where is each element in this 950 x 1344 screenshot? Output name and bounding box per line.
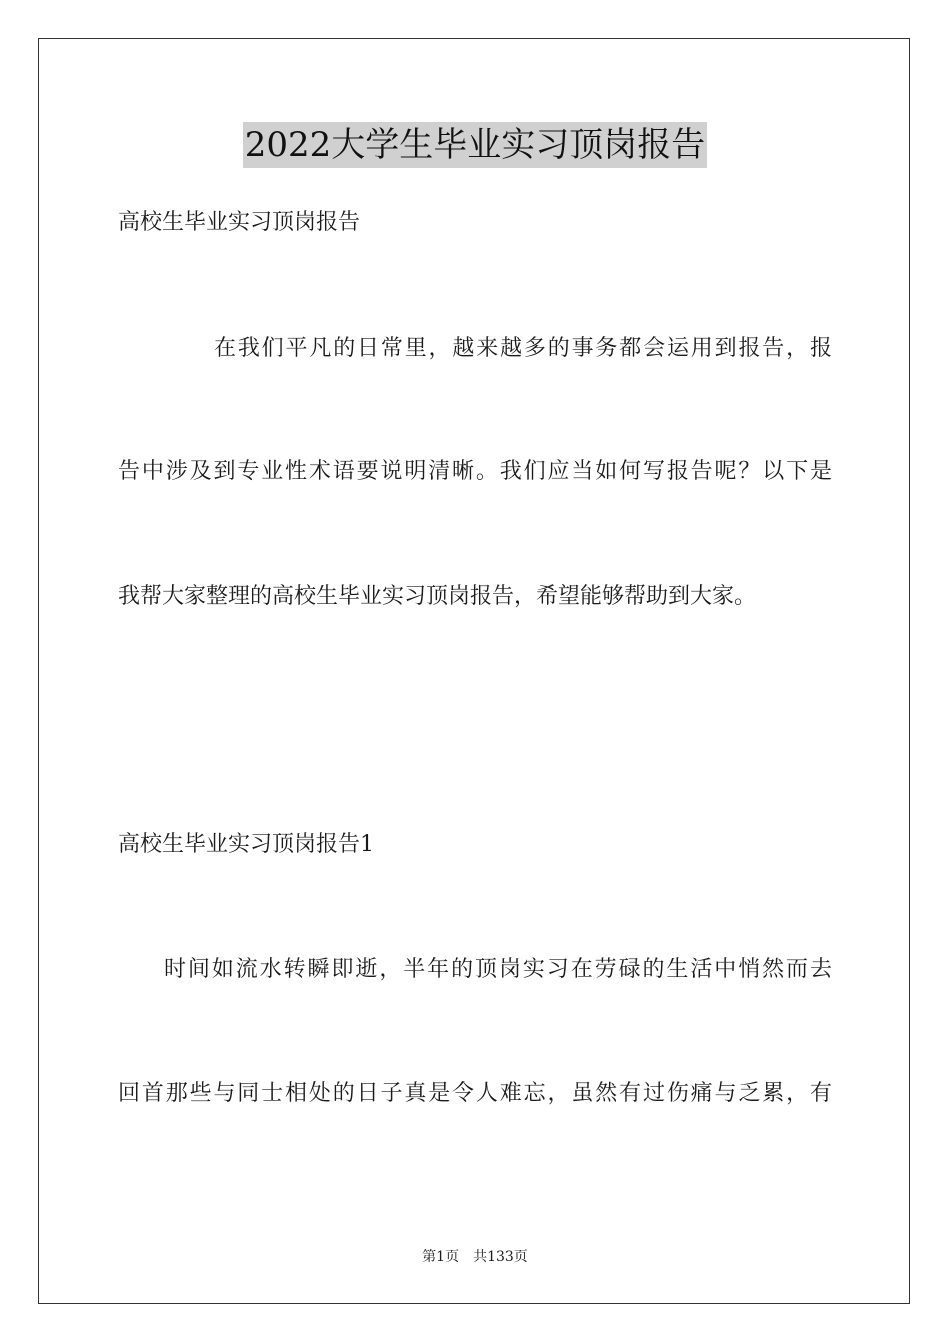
intro-line-3: 我帮大家整理的高校生毕业实习顶岗报告，希望能够帮助到大家。 [118, 584, 757, 609]
section-line-1: 时间如流水转瞬即逝，半年的顶岗实习在劳碌的生活中悄然而去 [164, 957, 832, 982]
document-title: 2022大学生毕业实习顶岗报告 [243, 122, 708, 168]
title-container [0, 122, 950, 168]
section-line-2: 回首那些与同士相处的日子真是令人难忘，虽然有过伤痛与乏累，有 [118, 1081, 832, 1106]
intro-line-1: 在我们平凡的日常里，越来越多的事务都会运用到报告，报 [214, 336, 832, 361]
intro-line-2: 告中涉及到专业性术语要说明清晰。我们应当如何写报告呢？以下是 [118, 459, 832, 484]
subtitle: 高校生毕业实习顶岗报告 [118, 210, 361, 235]
section-heading: 高校生毕业实习顶岗报告1 [118, 832, 374, 857]
page-number-footer: 第1页 共133页 [422, 1249, 528, 1265]
